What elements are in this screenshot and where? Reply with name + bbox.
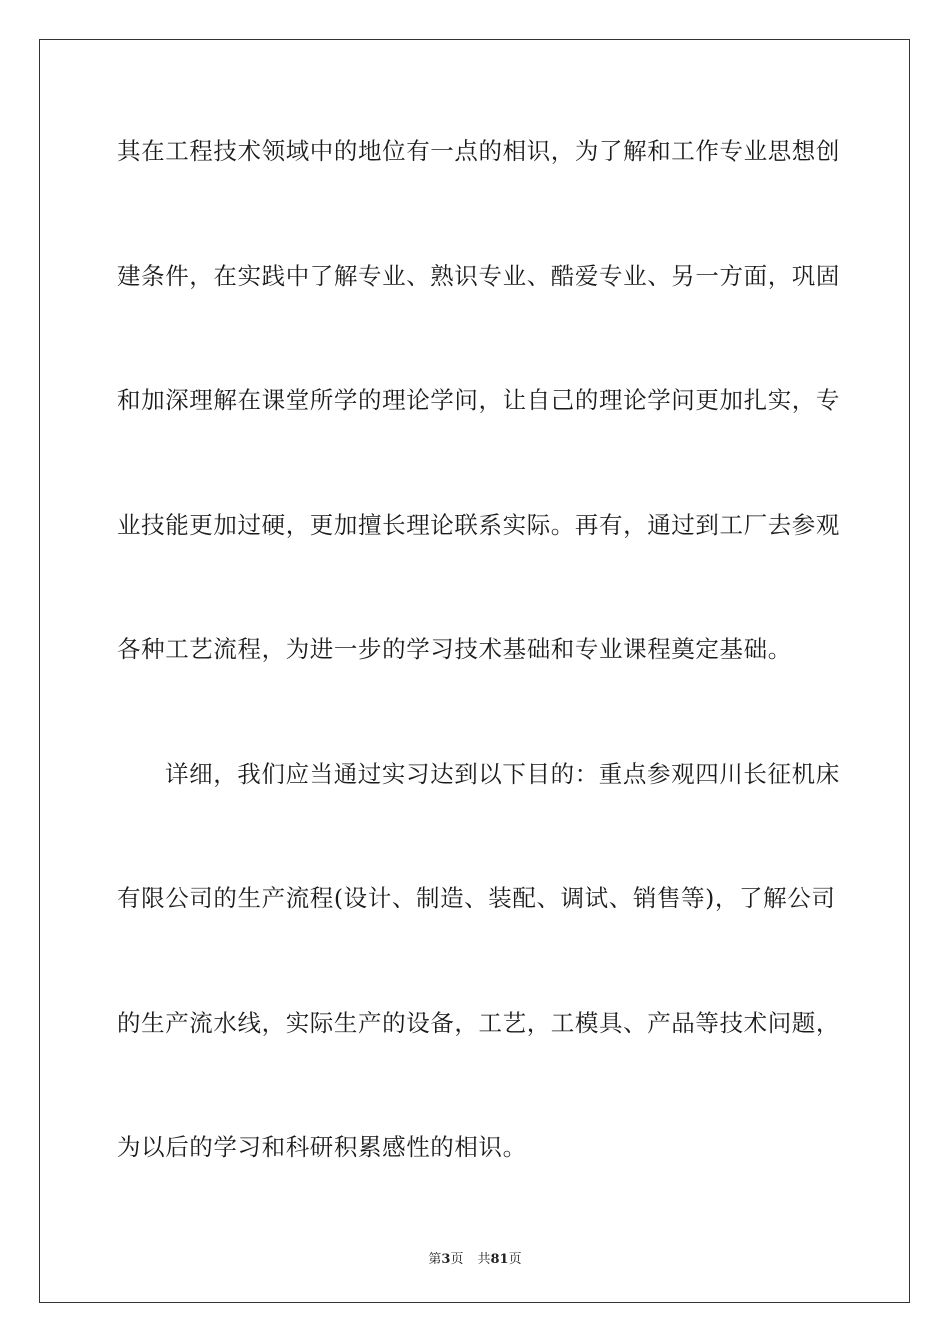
text-line-4: 业技能更加过硬，更加擅长理论联系实际。再有，通过到工厂去参观 — [117, 511, 840, 539]
footer-total-suffix: 页 — [508, 1252, 522, 1267]
footer-page-suffix: 页 — [450, 1252, 464, 1267]
text-line-5: 各种工艺流程，为进一步的学习技术基础和专业课程奠定基础。 — [117, 635, 792, 663]
footer-page-number: 3 — [441, 1252, 451, 1267]
text-line-7: 有限公司的生产流程(设计、制造、装配、调试、销售等)，了解公司 — [117, 884, 836, 912]
footer-total-pages: 81 — [490, 1252, 509, 1267]
page-border — [39, 39, 910, 1303]
text-line-1: 其在工程技术领域中的地位有一点的相识，为了解和工作专业思想创 — [117, 137, 840, 165]
text-line-3: 和加深理解在课堂所学的理论学问，让自己的理论学问更加扎实，专 — [117, 386, 840, 414]
page-footer — [0, 1248, 950, 1267]
text-line-9: 为以后的学习和科研积累感性的相识。 — [117, 1133, 527, 1161]
text-line-6-paragraph-start: 详细，我们应当通过实习达到以下目的：重点参观四川长征机床 — [165, 760, 840, 788]
text-line-8: 的生产流水线，实际生产的设备，工艺，工模具、产品等技术问题， — [117, 1009, 840, 1037]
footer-page-prefix: 第 — [428, 1252, 442, 1267]
text-line-2: 建条件，在实践中了解专业、熟识专业、酷爱专业、另一方面，巩固 — [117, 262, 840, 290]
footer-total-prefix: 共 — [477, 1252, 491, 1267]
